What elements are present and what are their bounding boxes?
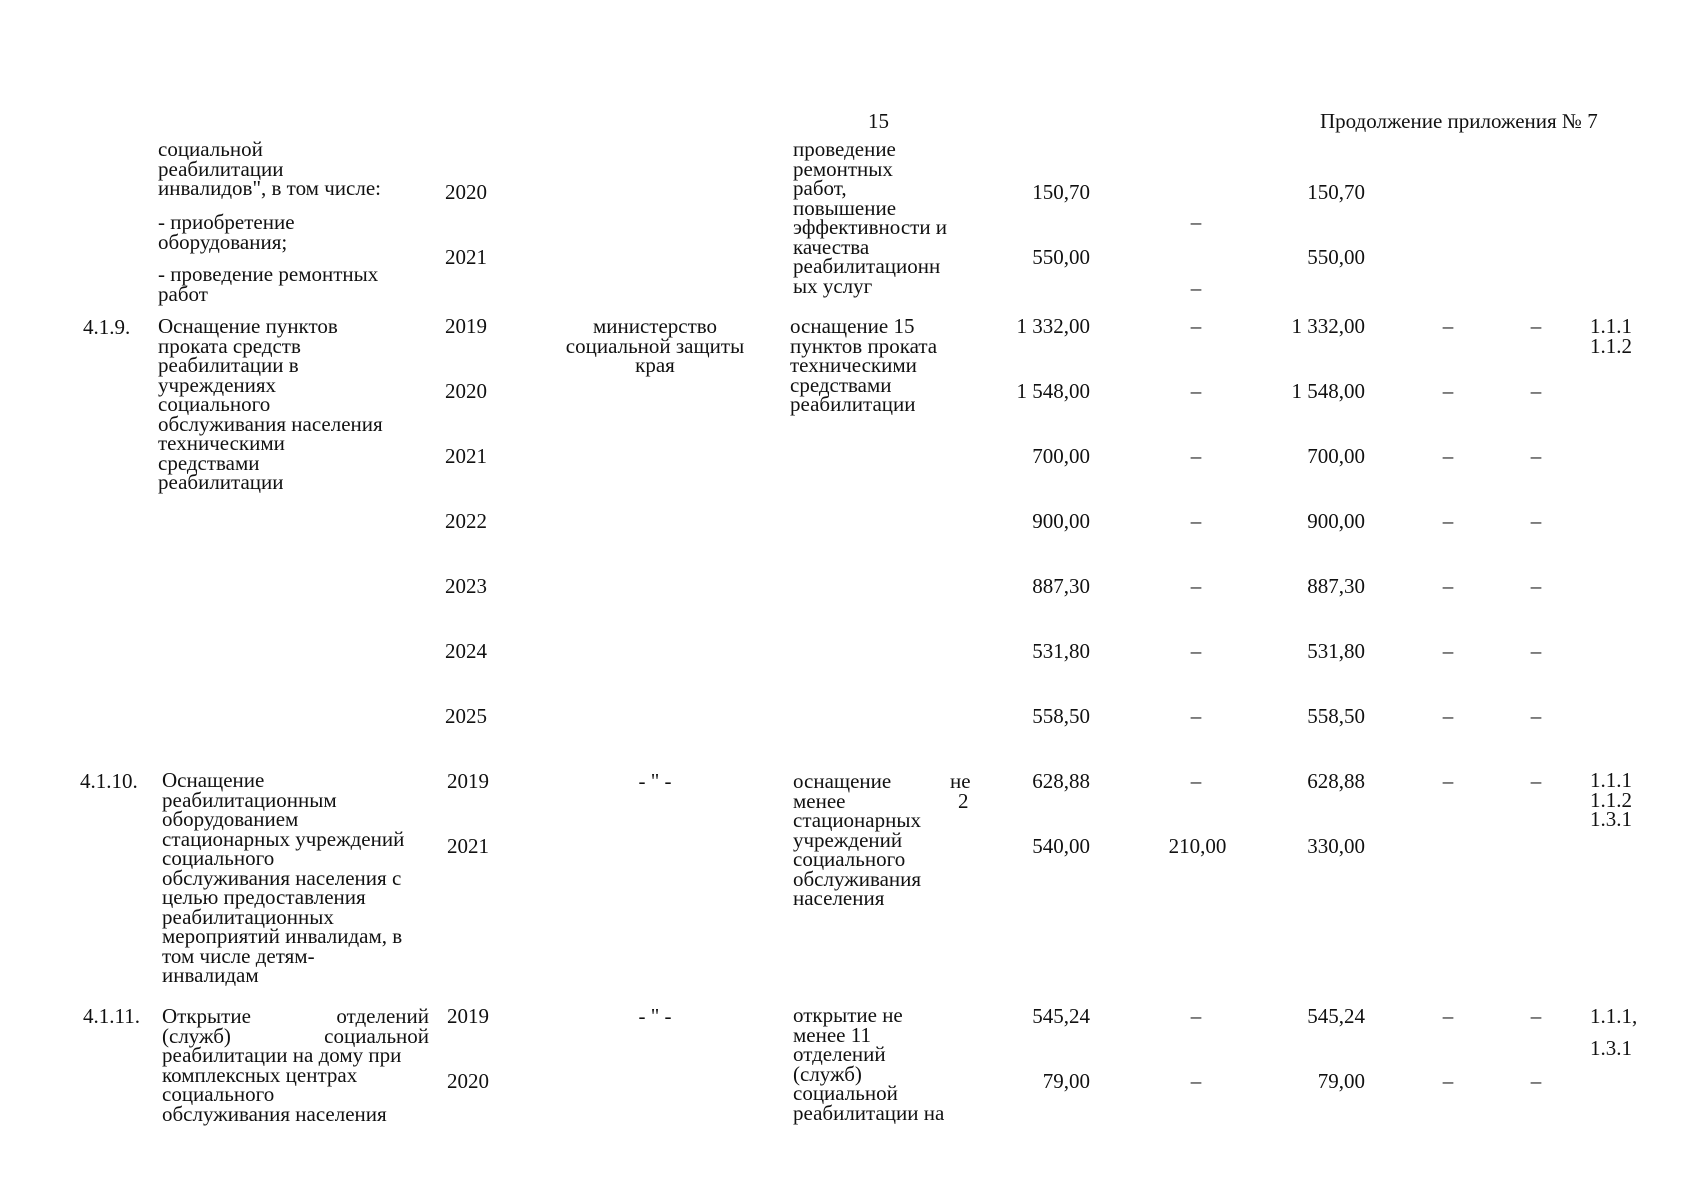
dash: – <box>1530 444 1542 468</box>
row-4-1-9-total: 1 548,00 <box>1016 379 1090 403</box>
row-4-1-11-col3: 545,24 <box>1307 1004 1365 1028</box>
dash: – <box>1190 314 1202 338</box>
row-4-1-10-result-line: не <box>950 769 971 793</box>
dash: – <box>1442 1069 1454 1093</box>
row-cont-result: проведение ремонтных работ, повышение эффективности и качества реабилитационн ых услуг <box>793 137 948 298</box>
row-4-1-11-number: 4.1.11. <box>83 1004 140 1028</box>
row-4-1-11-indicator: 1.3.1 <box>1590 1036 1632 1060</box>
page-number: 15 <box>868 109 889 133</box>
row-4-1-9-year: 2021 <box>445 444 487 468</box>
row-4-1-9-executor: министерство социальной защиты края <box>565 314 745 377</box>
dash: – <box>1530 574 1542 598</box>
row-cont-year: 2020 <box>445 180 487 204</box>
row-4-1-11-total: 79,00 <box>1042 1069 1090 1093</box>
dash: – <box>1530 1069 1542 1093</box>
row-cont-col3: 150,70 <box>1307 180 1365 204</box>
row-4-1-9-year: 2025 <box>445 704 487 728</box>
row-4-1-9-col3: 1 332,00 <box>1291 314 1365 338</box>
row-4-1-10-col3: 628,88 <box>1307 769 1365 793</box>
row-4-1-9-year: 2019 <box>445 314 487 338</box>
row-cont-name: социальной реабилитации инвалидов", в том числе: <box>158 137 381 200</box>
dash: – <box>1190 276 1202 300</box>
row-4-1-9-total: 700,00 <box>1032 444 1090 468</box>
row-4-1-9-col3: 1 548,00 <box>1291 379 1365 403</box>
row-cont-total: 550,00 <box>1032 245 1090 269</box>
dash: – <box>1530 769 1542 793</box>
row-4-1-10-col3: 330,00 <box>1307 834 1365 858</box>
row-4-1-11-year: 2019 <box>447 1004 489 1028</box>
dash: – <box>1190 574 1202 598</box>
dash: – <box>1190 509 1202 533</box>
row-cont-total: 150,70 <box>1032 180 1090 204</box>
row-4-1-10-result: стационарных учреждений социального обслуживания населения <box>793 808 922 910</box>
row-4-1-11-col3: 79,00 <box>1317 1069 1365 1093</box>
row-4-1-9-total: 887,30 <box>1032 574 1090 598</box>
row-cont-year: 2021 <box>445 245 487 269</box>
row-4-1-10-total: 540,00 <box>1032 834 1090 858</box>
dash: – <box>1442 379 1454 403</box>
dash: – <box>1190 1069 1202 1093</box>
row-4-1-9-total: 900,00 <box>1032 509 1090 533</box>
dash: – <box>1442 704 1454 728</box>
dash: – <box>1530 509 1542 533</box>
row-4-1-9-number: 4.1.9. <box>83 315 131 339</box>
row-4-1-10-year: 2019 <box>447 769 489 793</box>
row-4-1-9-result: оснащение 15 пунктов проката техническими средствами реабилитации <box>790 314 938 416</box>
dash: – <box>1442 1004 1454 1028</box>
dash: – <box>1530 314 1542 338</box>
row-4-1-9-indicators: 1.1.1 1.1.2 <box>1590 314 1632 358</box>
dash: – <box>1530 639 1542 663</box>
row-4-1-9-col3: 558,50 <box>1307 704 1365 728</box>
row-4-1-10-number: 4.1.10. <box>80 769 138 793</box>
dash: – <box>1530 1004 1542 1028</box>
dash: – <box>1190 444 1202 468</box>
row-4-1-9-col3: 531,80 <box>1307 639 1365 663</box>
dash: – <box>1442 444 1454 468</box>
row-4-1-11-year: 2020 <box>447 1069 489 1093</box>
row-4-1-9-year: 2024 <box>445 639 487 663</box>
row-4-1-9-year: 2023 <box>445 574 487 598</box>
row-cont-col3: 550,00 <box>1307 245 1365 269</box>
row-cont-sub-equipment: - приобретение оборудования; <box>158 210 295 254</box>
row-4-1-11-result: открытие не менее 11 отделений (служб) социальной реабилитации на <box>793 1003 945 1125</box>
row-4-1-9-total: 531,80 <box>1032 639 1090 663</box>
dash: – <box>1442 574 1454 598</box>
row-4-1-11-name-line: (служб) социальной <box>162 1024 429 1048</box>
dash: – <box>1190 1004 1202 1028</box>
row-4-1-9-year: 2020 <box>445 379 487 403</box>
row-4-1-9-col3: 900,00 <box>1307 509 1365 533</box>
dash: – <box>1190 769 1202 793</box>
row-4-1-9-total: 558,50 <box>1032 704 1090 728</box>
dash: – <box>1442 509 1454 533</box>
row-4-1-10-result-line: оснащение <box>793 769 892 793</box>
row-4-1-10-col2: 210,00 <box>1168 834 1227 858</box>
row-4-1-11-name: реабилитации на дому при комплексных центрах социального обслуживания населения <box>162 1043 402 1126</box>
row-4-1-11-indicator: 1.1.1, <box>1590 1004 1638 1028</box>
row-4-1-11-executor: - " - <box>638 1004 672 1028</box>
continuation-note: Продолжение приложения № 7 <box>1320 109 1598 133</box>
dash: – <box>1530 704 1542 728</box>
row-4-1-11-total: 545,24 <box>1032 1004 1090 1028</box>
row-4-1-10-name: Оснащение реабилитационным оборудованием стационарных учреждений социального обслуживания населения с целью предоставления реабилитационных мероприятий инвалидам, в том числе детям- инвалидам <box>162 768 405 987</box>
row-4-1-10-year: 2021 <box>447 834 489 858</box>
dash: – <box>1442 314 1454 338</box>
row-4-1-9-name: Оснащение пунктов проката средств реабилитации в учреждениях социального обслуживания населения техническими средствами реабилитации <box>158 314 383 494</box>
row-4-1-10-indicators: 1.1.1 1.1.2 1.3.1 <box>1590 768 1632 831</box>
row-4-1-10-result-line: менее <box>793 789 846 813</box>
row-4-1-9-col3: 700,00 <box>1307 444 1365 468</box>
dash: – <box>1190 639 1202 663</box>
row-4-1-11-name-line: Открытие отделений <box>162 1004 429 1028</box>
dash: – <box>1190 210 1202 234</box>
row-cont-sub-repair: - проведение ремонтных работ <box>158 262 379 306</box>
row-4-1-9-col3: 887,30 <box>1307 574 1365 598</box>
row-4-1-10-result-line: 2 <box>958 789 969 813</box>
row-4-1-9-total: 1 332,00 <box>1016 314 1090 338</box>
row-4-1-10-executor: - " - <box>638 769 672 793</box>
dash: – <box>1190 379 1202 403</box>
dash: – <box>1190 704 1202 728</box>
dash: – <box>1530 379 1542 403</box>
row-4-1-10-total: 628,88 <box>1032 769 1090 793</box>
dash: – <box>1442 769 1454 793</box>
dash: – <box>1442 639 1454 663</box>
row-4-1-9-year: 2022 <box>445 509 487 533</box>
